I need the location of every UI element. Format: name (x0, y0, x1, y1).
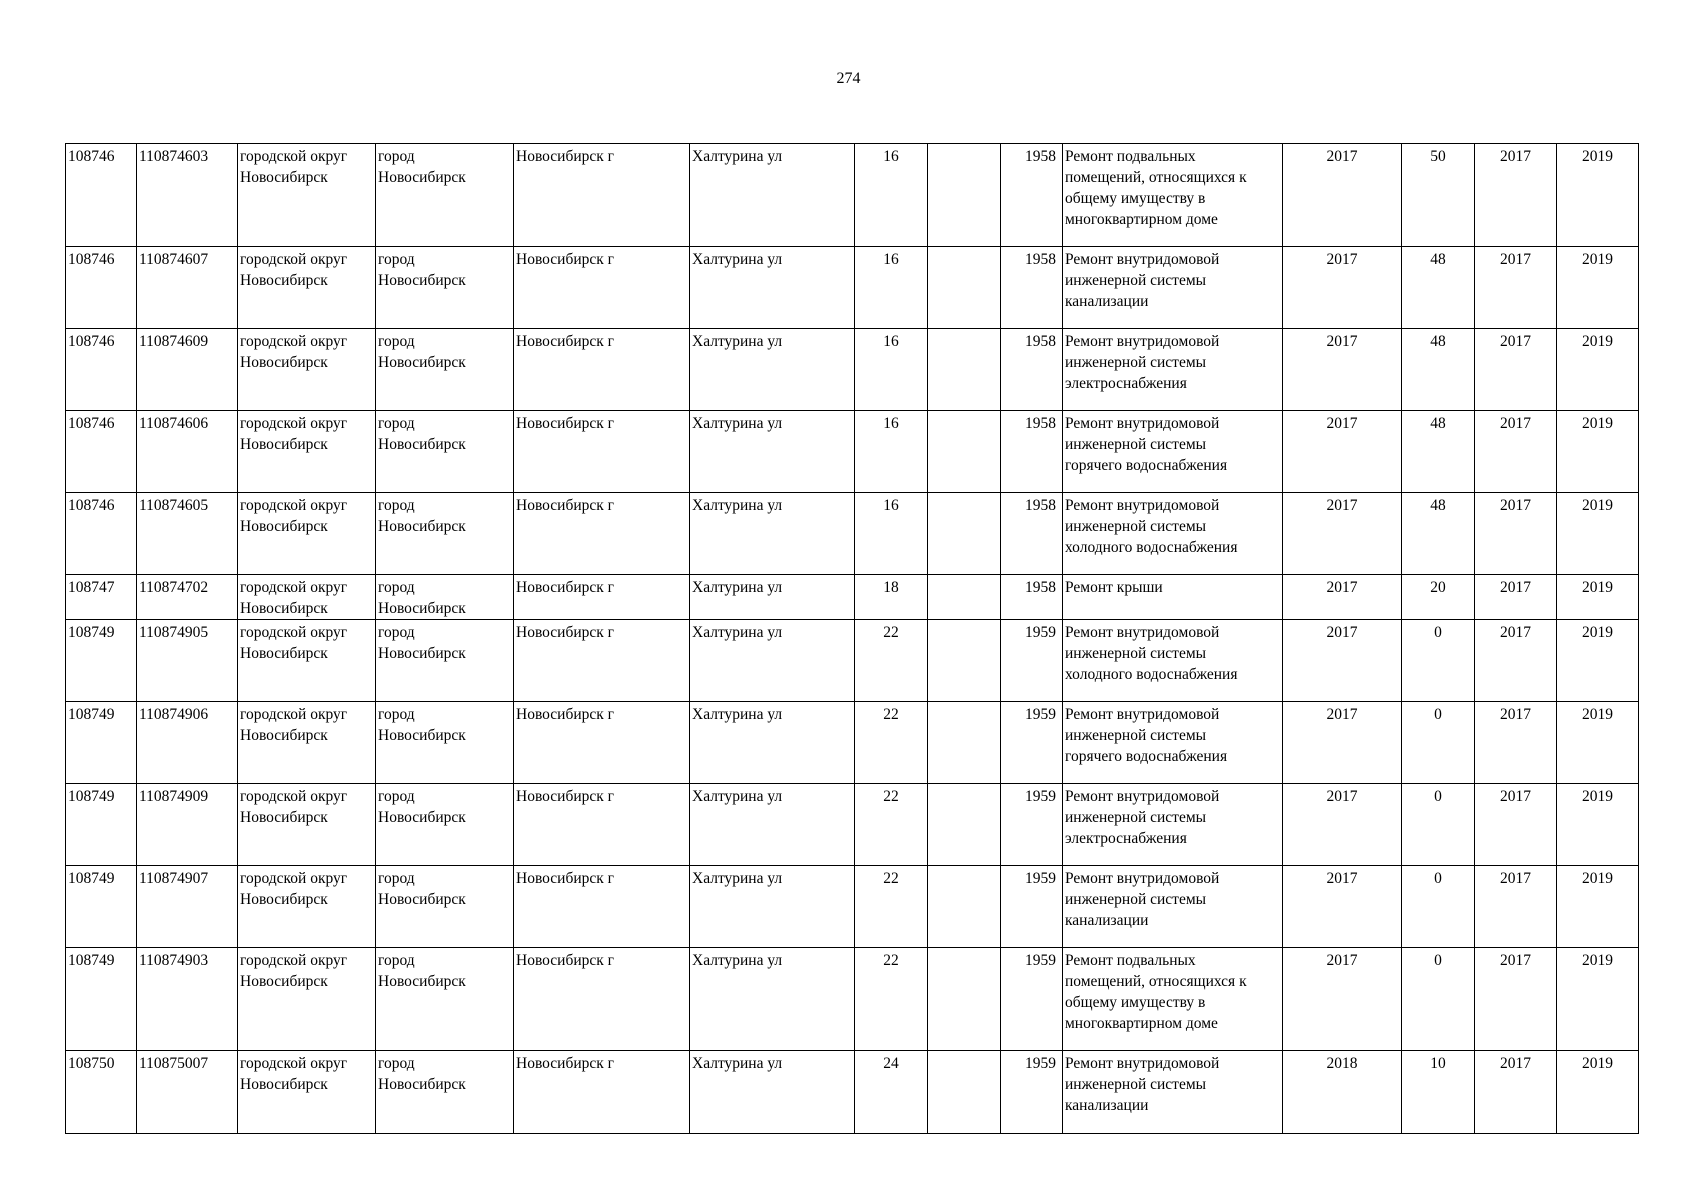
street-cell: Халтурина ул (690, 329, 855, 411)
settlement-cell: город Новосибирск (376, 411, 514, 493)
work-type-cell: Ремонт подвальных помещений, относящихся к общему имуществу в многоквартирном доме (1063, 948, 1283, 1051)
page-number: 274 (836, 70, 861, 87)
period-end-cell: 2019 (1557, 575, 1639, 620)
settlement-cell: город Новосибирск (376, 1051, 514, 1134)
settlement-cell: город Новосибирск (376, 702, 514, 784)
period-start-cell: 2017 (1475, 247, 1557, 329)
build-year-cell: 1958 (1001, 329, 1063, 411)
period-end-cell: 2019 (1557, 866, 1639, 948)
municipality-cell: городской округ Новосибирск (238, 784, 376, 866)
survey-year-cell: 2017 (1283, 411, 1402, 493)
work-type-cell: Ремонт подвальных помещений, относящихся к общему имуществу в многоквартирном доме (1063, 144, 1283, 247)
table-row (66, 866, 1639, 948)
period-start-cell: 2017 (1475, 1051, 1557, 1134)
building-cell (928, 575, 1001, 620)
work-id-cell: 110874606 (137, 411, 238, 493)
street-cell: Халтурина ул (690, 784, 855, 866)
work-id-cell: 110874907 (137, 866, 238, 948)
build-year-cell: 1958 (1001, 575, 1063, 620)
survey-year-cell: 2018 (1283, 1051, 1402, 1134)
period-start-cell: 2017 (1475, 784, 1557, 866)
house-id-cell: 108746 (66, 493, 137, 575)
period-end-cell: 2019 (1557, 144, 1639, 247)
period-end-cell: 2019 (1557, 948, 1639, 1051)
settlement-cell: город Новосибирск (376, 575, 514, 620)
work-type-cell: Ремонт внутридомовой инженерной системы горячего водоснабжения (1063, 702, 1283, 784)
build-year-cell: 1959 (1001, 1051, 1063, 1134)
building-cell (928, 620, 1001, 702)
work-id-cell: 110874906 (137, 702, 238, 784)
survey-year-cell: 2017 (1283, 866, 1402, 948)
city-cell: Новосибирск г (514, 329, 690, 411)
house-id-cell: 108750 (66, 1051, 137, 1134)
period-start-cell: 2017 (1475, 144, 1557, 247)
municipality-cell: городской округ Новосибирск (238, 948, 376, 1051)
house-number-cell: 22 (855, 784, 928, 866)
table-row (66, 784, 1639, 866)
house-id-cell: 108749 (66, 866, 137, 948)
period-end-cell: 2019 (1557, 411, 1639, 493)
settlement-cell: город Новосибирск (376, 144, 514, 247)
survey-year-cell: 2017 (1283, 702, 1402, 784)
settlement-cell: город Новосибирск (376, 493, 514, 575)
wear-percent-cell: 0 (1402, 784, 1475, 866)
work-type-cell: Ремонт внутридомовой инженерной системы электроснабжения (1063, 329, 1283, 411)
street-cell: Халтурина ул (690, 1051, 855, 1134)
building-cell (928, 247, 1001, 329)
survey-year-cell: 2017 (1283, 247, 1402, 329)
street-cell: Халтурина ул (690, 575, 855, 620)
house-number-cell: 22 (855, 948, 928, 1051)
wear-percent-cell: 10 (1402, 1051, 1475, 1134)
building-cell (928, 329, 1001, 411)
work-type-cell: Ремонт внутридомовой инженерной системы холодного водоснабжения (1063, 620, 1283, 702)
city-cell: Новосибирск г (514, 702, 690, 784)
building-cell (928, 784, 1001, 866)
settlement-cell: город Новосибирск (376, 948, 514, 1051)
municipality-cell: городской округ Новосибирск (238, 144, 376, 247)
street-cell: Халтурина ул (690, 493, 855, 575)
street-cell: Халтурина ул (690, 866, 855, 948)
street-cell: Халтурина ул (690, 411, 855, 493)
house-id-cell: 108747 (66, 575, 137, 620)
period-end-cell: 2019 (1557, 784, 1639, 866)
building-cell (928, 948, 1001, 1051)
period-end-cell: 2019 (1557, 620, 1639, 702)
survey-year-cell: 2017 (1283, 329, 1402, 411)
municipality-cell: городской округ Новосибирск (238, 329, 376, 411)
period-end-cell: 2019 (1557, 1051, 1639, 1134)
period-start-cell: 2017 (1475, 575, 1557, 620)
city-cell: Новосибирск г (514, 1051, 690, 1134)
table-row (66, 702, 1639, 784)
wear-percent-cell: 20 (1402, 575, 1475, 620)
wear-percent-cell: 0 (1402, 702, 1475, 784)
city-cell: Новосибирск г (514, 948, 690, 1051)
table-row (66, 575, 1639, 620)
period-end-cell: 2019 (1557, 702, 1639, 784)
table-row (66, 620, 1639, 702)
wear-percent-cell: 48 (1402, 411, 1475, 493)
table-row (66, 948, 1639, 1051)
survey-year-cell: 2017 (1283, 575, 1402, 620)
house-id-cell: 108749 (66, 948, 137, 1051)
build-year-cell: 1959 (1001, 866, 1063, 948)
building-cell (928, 1051, 1001, 1134)
street-cell: Халтурина ул (690, 620, 855, 702)
work-type-cell: Ремонт внутридомовой инженерной системы канализации (1063, 1051, 1283, 1134)
work-id-cell: 110874702 (137, 575, 238, 620)
settlement-cell: город Новосибирск (376, 866, 514, 948)
settlement-cell: город Новосибирск (376, 620, 514, 702)
building-cell (928, 144, 1001, 247)
house-id-cell: 108746 (66, 247, 137, 329)
house-id-cell: 108746 (66, 144, 137, 247)
city-cell: Новосибирск г (514, 247, 690, 329)
period-start-cell: 2017 (1475, 866, 1557, 948)
build-year-cell: 1959 (1001, 948, 1063, 1051)
municipality-cell: городской округ Новосибирск (238, 1051, 376, 1134)
city-cell: Новосибирск г (514, 620, 690, 702)
house-id-cell: 108746 (66, 329, 137, 411)
municipality-cell: городской округ Новосибирск (238, 866, 376, 948)
survey-year-cell: 2017 (1283, 784, 1402, 866)
work-id-cell: 110874605 (137, 493, 238, 575)
table-row (66, 247, 1639, 329)
table-row (66, 144, 1639, 247)
wear-percent-cell: 50 (1402, 144, 1475, 247)
table-body (66, 144, 1639, 1134)
street-cell: Халтурина ул (690, 144, 855, 247)
table-row (66, 1051, 1639, 1134)
work-id-cell: 110874903 (137, 948, 238, 1051)
period-start-cell: 2017 (1475, 329, 1557, 411)
table-row (66, 493, 1639, 575)
survey-year-cell: 2017 (1283, 948, 1402, 1051)
street-cell: Халтурина ул (690, 702, 855, 784)
house-id-cell: 108749 (66, 784, 137, 866)
period-end-cell: 2019 (1557, 247, 1639, 329)
work-id-cell: 110874607 (137, 247, 238, 329)
house-number-cell: 18 (855, 575, 928, 620)
survey-year-cell: 2017 (1283, 620, 1402, 702)
work-id-cell: 110874609 (137, 329, 238, 411)
building-cell (928, 411, 1001, 493)
wear-percent-cell: 0 (1402, 948, 1475, 1051)
house-number-cell: 22 (855, 620, 928, 702)
period-start-cell: 2017 (1475, 948, 1557, 1051)
building-cell (928, 866, 1001, 948)
wear-percent-cell: 48 (1402, 247, 1475, 329)
period-end-cell: 2019 (1557, 493, 1639, 575)
work-type-cell: Ремонт внутридомовой инженерной системы холодного водоснабжения (1063, 493, 1283, 575)
house-id-cell: 108746 (66, 411, 137, 493)
municipality-cell: городской округ Новосибирск (238, 411, 376, 493)
city-cell: Новосибирск г (514, 784, 690, 866)
house-number-cell: 16 (855, 247, 928, 329)
building-cell (928, 702, 1001, 784)
house-number-cell: 16 (855, 144, 928, 247)
house-number-cell: 22 (855, 866, 928, 948)
municipality-cell: городской округ Новосибирск (238, 702, 376, 784)
survey-year-cell: 2017 (1283, 493, 1402, 575)
city-cell: Новосибирск г (514, 144, 690, 247)
wear-percent-cell: 48 (1402, 329, 1475, 411)
work-type-cell: Ремонт крыши (1063, 575, 1283, 620)
build-year-cell: 1959 (1001, 784, 1063, 866)
house-number-cell: 24 (855, 1051, 928, 1134)
period-start-cell: 2017 (1475, 493, 1557, 575)
municipality-cell: городской округ Новосибирск (238, 247, 376, 329)
work-type-cell: Ремонт внутридомовой инженерной системы горячего водоснабжения (1063, 411, 1283, 493)
municipality-cell: городской округ Новосибирск (238, 575, 376, 620)
build-year-cell: 1958 (1001, 493, 1063, 575)
house-number-cell: 16 (855, 411, 928, 493)
work-type-cell: Ремонт внутридомовой инженерной системы канализации (1063, 866, 1283, 948)
city-cell: Новосибирск г (514, 493, 690, 575)
settlement-cell: город Новосибирск (376, 247, 514, 329)
period-end-cell: 2019 (1557, 329, 1639, 411)
house-number-cell: 22 (855, 702, 928, 784)
period-start-cell: 2017 (1475, 620, 1557, 702)
settlement-cell: город Новосибирск (376, 329, 514, 411)
city-cell: Новосибирск г (514, 866, 690, 948)
settlement-cell: город Новосибирск (376, 784, 514, 866)
build-year-cell: 1959 (1001, 702, 1063, 784)
table-row (66, 329, 1639, 411)
house-number-cell: 16 (855, 329, 928, 411)
work-id-cell: 110875007 (137, 1051, 238, 1134)
build-year-cell: 1958 (1001, 411, 1063, 493)
table-row (66, 411, 1639, 493)
street-cell: Халтурина ул (690, 948, 855, 1051)
city-cell: Новосибирск г (514, 411, 690, 493)
building-cell (928, 493, 1001, 575)
municipality-cell: городской округ Новосибирск (238, 620, 376, 702)
wear-percent-cell: 0 (1402, 866, 1475, 948)
build-year-cell: 1958 (1001, 144, 1063, 247)
wear-percent-cell: 48 (1402, 493, 1475, 575)
work-id-cell: 110874909 (137, 784, 238, 866)
house-number-cell: 16 (855, 493, 928, 575)
house-id-cell: 108749 (66, 620, 137, 702)
work-id-cell: 110874905 (137, 620, 238, 702)
survey-year-cell: 2017 (1283, 144, 1402, 247)
house-id-cell: 108749 (66, 702, 137, 784)
repair-registry-table (65, 143, 1639, 1134)
street-cell: Халтурина ул (690, 247, 855, 329)
period-start-cell: 2017 (1475, 411, 1557, 493)
build-year-cell: 1959 (1001, 620, 1063, 702)
municipality-cell: городской округ Новосибирск (238, 493, 376, 575)
build-year-cell: 1958 (1001, 247, 1063, 329)
city-cell: Новосибирск г (514, 575, 690, 620)
work-id-cell: 110874603 (137, 144, 238, 247)
work-type-cell: Ремонт внутридомовой инженерной системы канализации (1063, 247, 1283, 329)
work-type-cell: Ремонт внутридомовой инженерной системы электроснабжения (1063, 784, 1283, 866)
period-start-cell: 2017 (1475, 702, 1557, 784)
wear-percent-cell: 0 (1402, 620, 1475, 702)
